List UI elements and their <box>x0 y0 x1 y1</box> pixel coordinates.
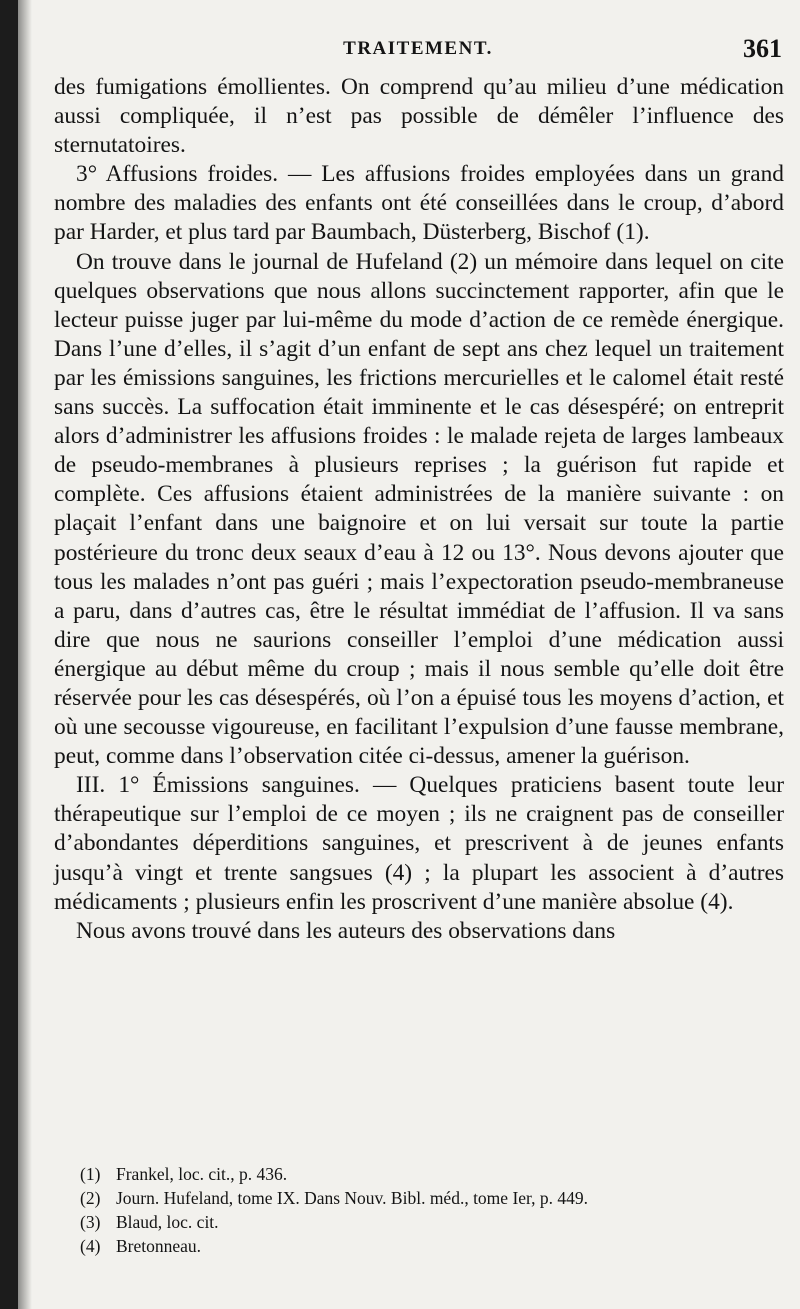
footnote-number: (3) <box>80 1212 101 1232</box>
footnote <box>80 1162 780 1186</box>
footnote-number: (1) <box>80 1164 101 1184</box>
page-number: 361 <box>743 34 782 63</box>
footnote <box>80 1234 780 1258</box>
footnote-number: (2) <box>80 1188 101 1208</box>
footnote-text: Journ. Hufeland, tome IX. Dans Nouv. Bibl. méd., tome Ier, p. 449. <box>116 1188 589 1208</box>
paragraph: Nous avons trouvé dans les auteurs des observations dans <box>76 917 616 944</box>
body-text <box>54 73 784 946</box>
footnote-text: Frankel, loc. cit., p. 436. <box>116 1164 288 1184</box>
book-page <box>18 0 800 1309</box>
footnote-text: Blaud, loc. cit. <box>116 1212 219 1232</box>
footnote-number: (4) <box>80 1236 101 1256</box>
paragraph: On trouve dans le journal de Hufeland (2) un mémoire dans lequel on cite quelques observations que nous allons succinctement rapporter, afin que le lecteur puisse juger par lui-même du mode d’action de ce remède énergique. Dans l’une d’elles, il s’agit d’un enfant de sept ans chez lequel un traitement par les émissions sanguines, les frictions mercurielles et le calomel était resté sans succès. La suffocation était imminente et le cas désespéré; on entreprit alors d’administrer les affusions froides : le malade rejeta de larges lambeaux de pseudo-membranes à plusieurs reprises ; la guérison fut rapide et complète. Ces affusions étaient administrées de la manière suivante : on plaçait l’enfant dans une baignoire et on lui versait sur toute la partie postérieure du tronc deux seaux d’eau à 12 ou 13°. Nous devons ajouter que tous les malades n’ont pas guéri ; mais l’expectoration pseudo-membraneuse a paru, dans d’autres cas, être le résultat immédiat de l’affusion. Il va sans dire que nous ne saurions conseiller l’emploi d’une médication aussi énergique au début même du croup ; mais il nous semble qu’elle doit être réservée pour les cas désespérés, où l’on a épuisé tous les moyens d’action, et où une secousse vigoureuse, en facilitant l’expulsion d’une fausse membrane, peut, comme dans l’observation citée ci-dessus, amener la guérison. <box>54 248 784 770</box>
paragraph: III. 1° Émissions sanguines. — Quelques praticiens basent toute leur thérapeutique sur l’emploi de ce moyen ; ils ne craignent pas de conseiller d’abondantes déperditions sanguines, et prescrivent à de jeunes enfants jusqu’à vingt et trente sangsues (4) ; la plupart les associent à d’autres médicaments ; plusieurs enfin les proscrivent d’une manière absolue (4). <box>54 772 784 915</box>
footnote <box>80 1210 780 1234</box>
footnotes <box>80 1162 780 1258</box>
page-header <box>54 34 782 68</box>
footnote-text: Bretonneau. <box>116 1236 202 1256</box>
running-title: TRAITEMENT. <box>343 38 493 59</box>
paragraph: 3° Affusions froides. — Les affusions froides employées dans un grand nombre des maladies des enfants ont été conseillées dans le croup, d’abord par Harder, et plus tard par Baumbach, Düsterberg, Bischof (1). <box>54 161 784 246</box>
paragraph: des fumigations émollientes. On comprend qu’au milieu d’une médication aussi compliquée, il n’est pas possible de démêler l’influence des sternutatoires. <box>54 74 784 159</box>
footnote <box>80 1186 780 1210</box>
